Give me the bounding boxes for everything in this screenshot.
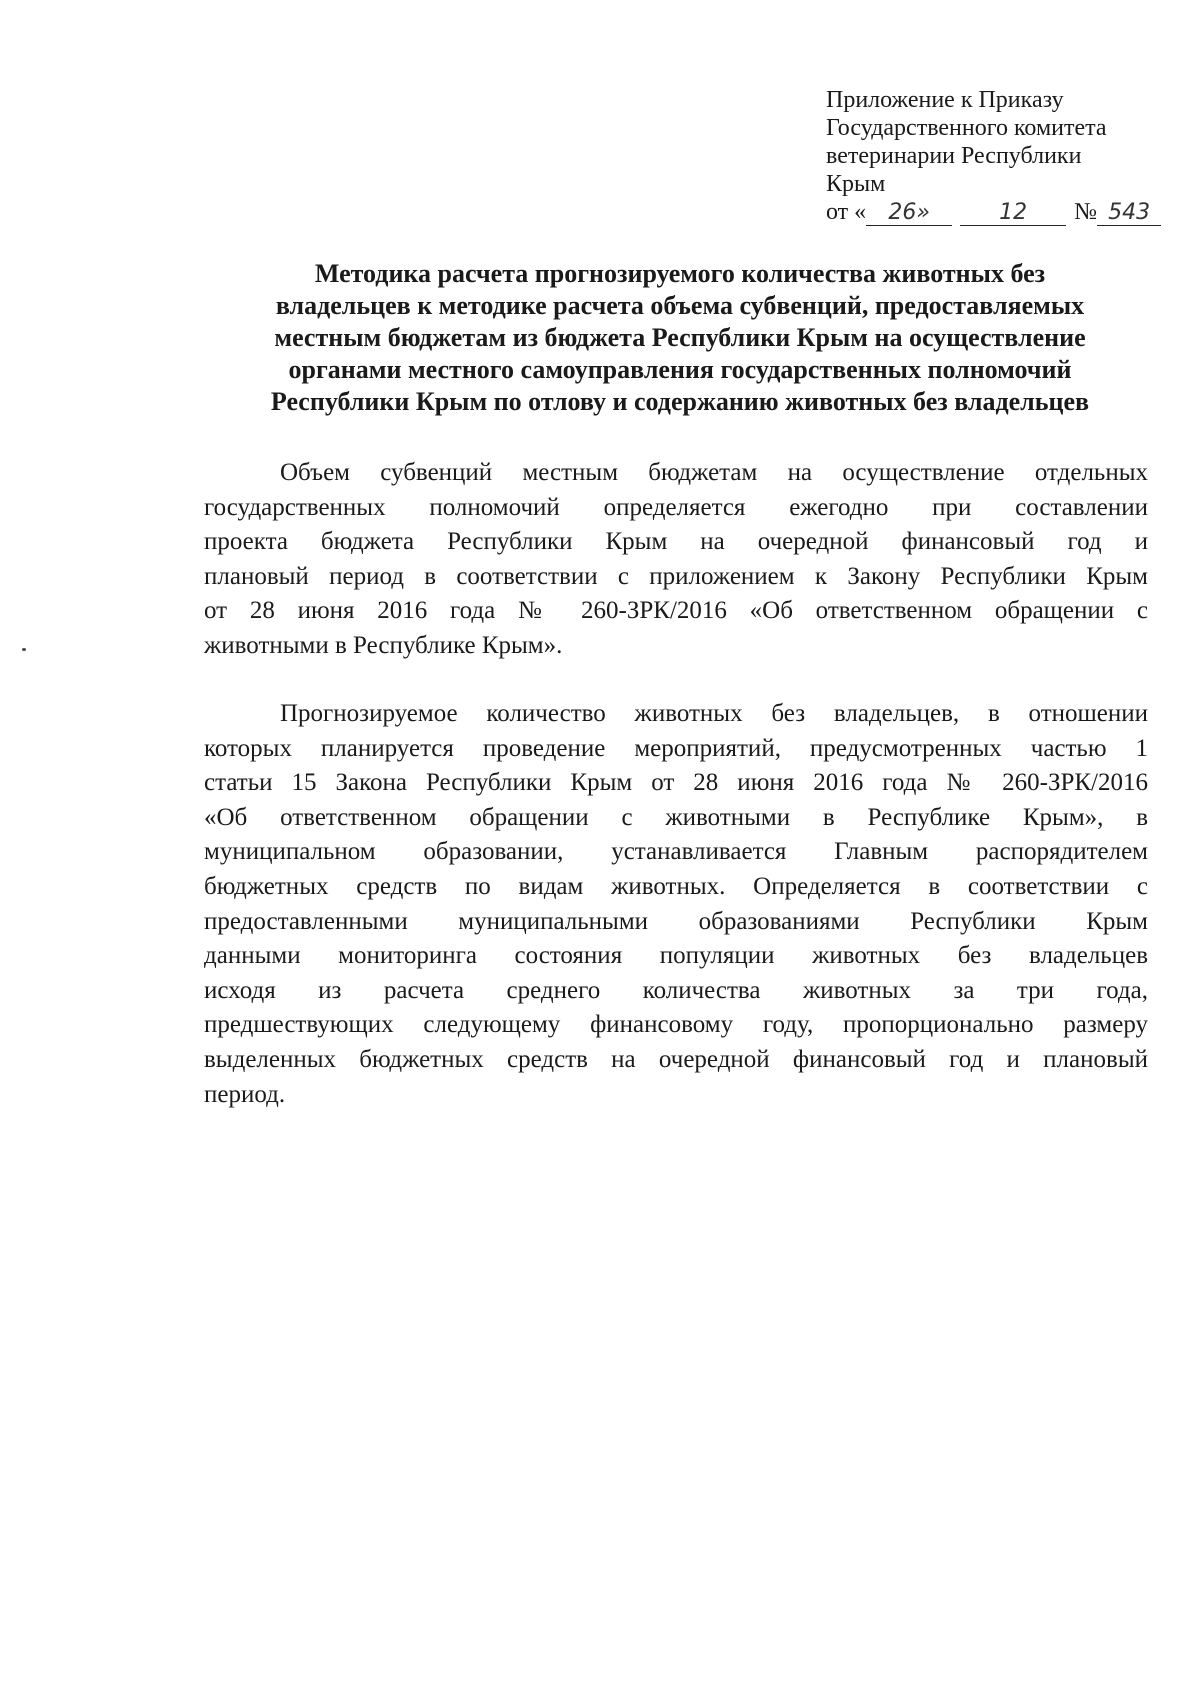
date-prefix: от « xyxy=(826,199,867,225)
paragraph-subventions xyxy=(204,456,1148,664)
paragraph-line: Объем субвенций местным бюджетам на осуществление отдельных xyxy=(280,459,1148,486)
handwritten-day: 26» xyxy=(866,201,952,226)
paragraph-line: животными в Республике Крым». xyxy=(204,631,563,659)
scan-speck xyxy=(22,648,26,651)
paragraph-line: проекта бюджета Республики Крым на очередной финансовый год и xyxy=(204,528,1148,556)
title-line: владельцев к методике расчета объема субвенций, предоставляемых xyxy=(275,291,1085,320)
appendix-line: Приложение к Приказу xyxy=(826,87,1064,113)
paragraph-line: плановый период в соответствии с приложением к Закону Республики Крым xyxy=(204,562,1148,590)
paragraph-line: государственных полномочий определяется ежегодно при составлении xyxy=(204,493,1148,521)
paragraph-line: статьи 15 Закона Республики Крым от 28 июня 2016 года № 260-ЗРК/2016 xyxy=(204,769,1148,797)
number-prefix: № xyxy=(1074,199,1098,225)
paragraph-line: предшествующих следующему финансовому году, пропорционально размеру xyxy=(204,1011,1148,1039)
paragraph-line: муниципальном образовании, устанавливается Главным распорядителем xyxy=(204,838,1148,866)
paragraph-forecast xyxy=(204,697,1148,1112)
handwritten-month: 12 xyxy=(960,201,1066,226)
appendix-line: ветеринарии Республики xyxy=(826,143,1082,169)
order-date-number-line xyxy=(826,198,1151,226)
paragraph-line: выделенных бюджетных средств на очередной финансовый год и плановый xyxy=(204,1045,1148,1073)
handwritten-number: 543 xyxy=(1097,201,1161,226)
title-line: органами местного самоуправления государственных полномочий xyxy=(288,355,1072,384)
paragraph-line: предоставленными муниципальными образованиями Республики Крым xyxy=(204,907,1148,935)
appendix-line: Крым xyxy=(826,171,886,197)
title-line: Республики Крым по отлову и содержанию животных без владельцев xyxy=(270,387,1090,416)
paragraph-line: данными мониторинга состояния популяции животных без владельцев xyxy=(204,942,1148,970)
appendix-line: Государственного комитета xyxy=(826,115,1107,141)
paragraph-line: от 28 июня 2016 года № 260-ЗРК/2016 «Об ответственном обращении с xyxy=(204,597,1148,625)
paragraph-line: которых планируется проведение мероприятий, предусмотренных частью 1 xyxy=(204,734,1148,762)
title-line: местным бюджетам из бюджета Республики Крым на осуществление xyxy=(274,323,1086,352)
title-line: Методика расчета прогнозируемого количества животных без xyxy=(314,259,1046,288)
paragraph-line: исходя из расчета среднего количества животных за три года, xyxy=(204,976,1148,1004)
paragraph-line: «Об ответственном обращении с животными в Республике Крым», в xyxy=(204,803,1148,831)
paragraph-line: бюджетных средств по видам животных. Определяется в соответствии с xyxy=(204,872,1148,900)
paragraph-line: период. xyxy=(204,1080,286,1108)
appendix-block xyxy=(826,86,1151,226)
paragraph-line: Прогнозируемое количество животных без владельцев, в отношении xyxy=(280,700,1148,727)
document-title xyxy=(220,258,1140,418)
